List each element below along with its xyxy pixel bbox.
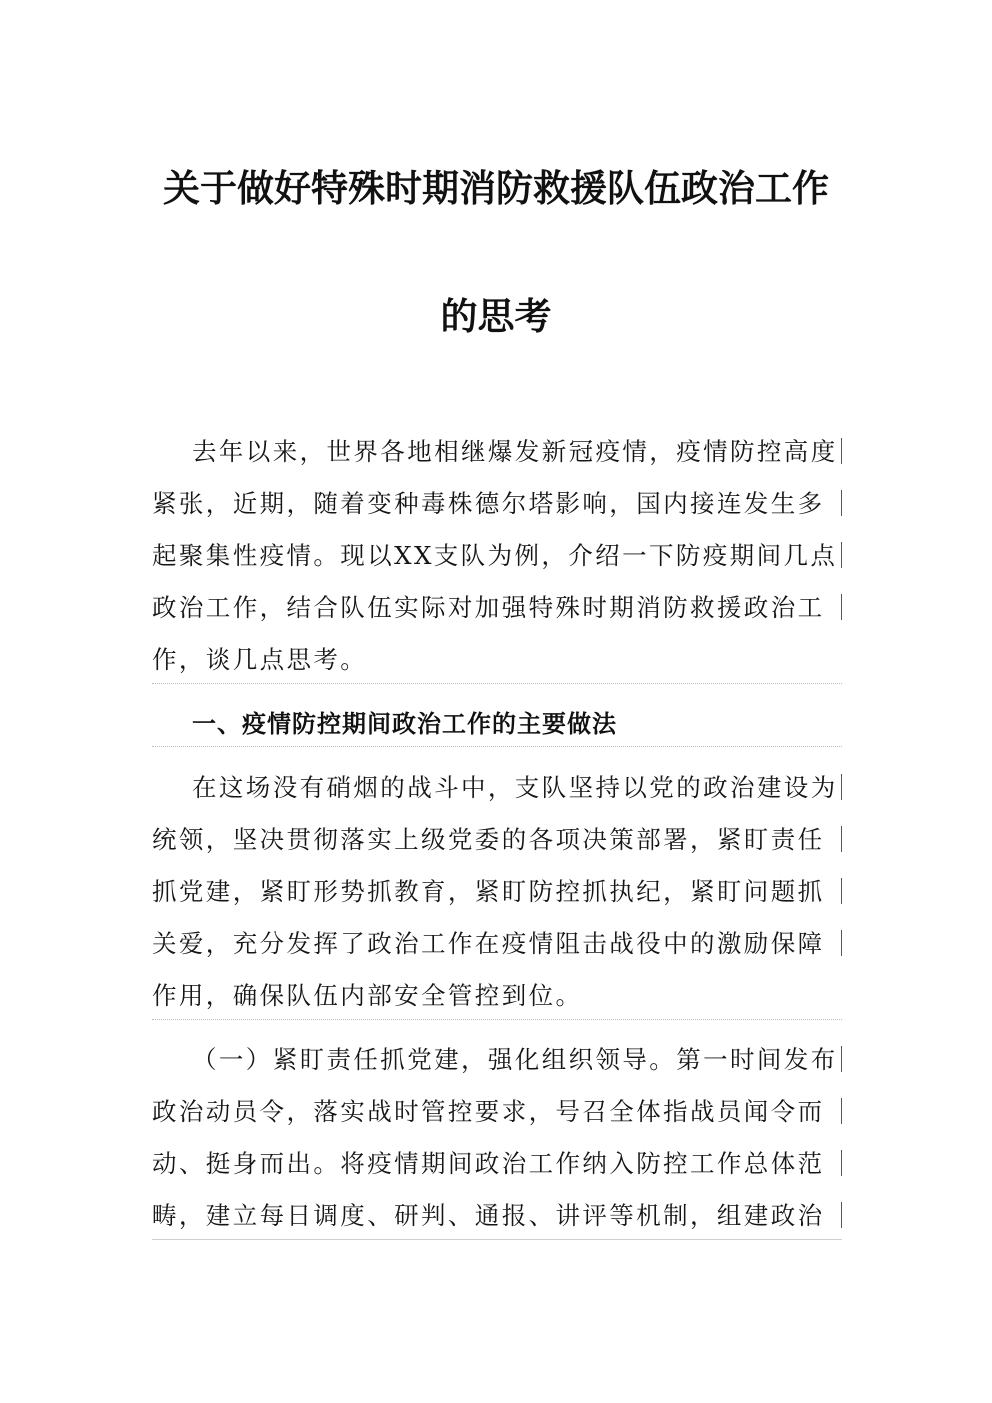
page-bottom-rule: [152, 1239, 842, 1240]
paragraph-line: 政治动员令，落实战时管控要求，号召全体指战员闻令而: [152, 1086, 842, 1138]
body-paragraph: [152, 1034, 842, 1242]
paragraph-line: 去年以来，世界各地相继爆发新冠疫情，疫情防控高度: [152, 426, 842, 478]
paragraph-separator: [152, 746, 842, 747]
paragraph-line: 动、挺身而出。将疫情期间政治工作纳入防控工作总体范: [152, 1138, 842, 1190]
paragraph-line: 抓党建，紧盯形势抓教育，紧盯防控抓执纪，紧盯问题抓: [152, 866, 842, 918]
paragraph-separator: [152, 1019, 842, 1020]
paragraph-line: 作，谈几点思考。: [152, 645, 368, 674]
paragraph-line: 作用，确保队伍内部安全管控到位。: [152, 981, 583, 1010]
paragraph-line: 紧张，近期，随着变种毒株德尔塔影响，国内接连发生多: [152, 478, 842, 530]
body-paragraph: [152, 762, 842, 1022]
intro-paragraph: [152, 426, 842, 686]
paragraph-separator: [152, 683, 842, 684]
paragraph-line: 起聚集性疫情。现以XX支队为例，介绍一下防疫期间几点: [152, 530, 842, 582]
document-title-line-2: 的思考: [440, 294, 552, 338]
paragraph-line: 统领，坚决贯彻落实上级党委的各项决策部署，紧盯责任: [152, 814, 842, 866]
paragraph-line: （一）紧盯责任抓党建，强化组织领导。第一时间发布: [152, 1034, 842, 1086]
section-heading: [152, 698, 842, 750]
document-title-line-1: 关于做好特殊时期消防救援队伍政治工作: [163, 166, 829, 210]
paragraph-line: 畴，建立每日调度、研判、通报、讲评等机制，组建政治: [152, 1190, 842, 1242]
paragraph-line: 关爱，充分发挥了政治工作在疫情阻击战役中的激励保障: [152, 918, 842, 970]
section-heading-text: 一、疫情防控期间政治工作的主要做法: [192, 710, 617, 738]
paragraph-line: 政治工作，结合队伍实际对加强特殊时期消防救援政治工: [152, 582, 842, 634]
paragraph-line: 在这场没有硝烟的战斗中，支队坚持以党的政治建设为: [152, 762, 842, 814]
